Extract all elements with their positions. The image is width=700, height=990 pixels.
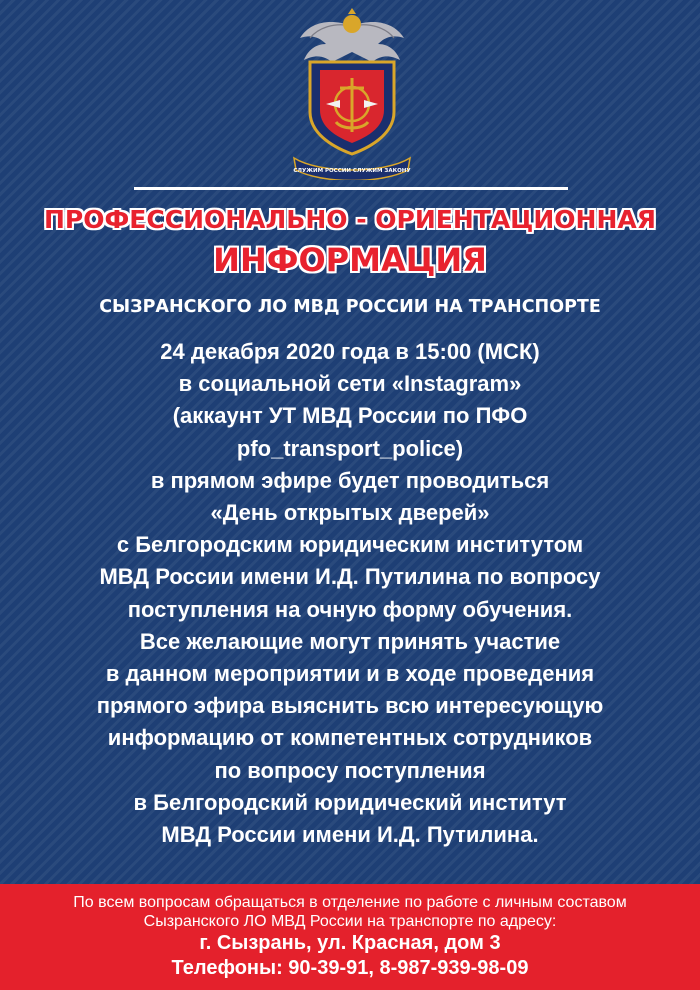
body-line: «День открытых дверей» [210,500,490,526]
body-line: (аккаунт УТ МВД России по ПФО [172,403,528,429]
body-line: в данном мероприятии и в ходе проведения [105,661,595,687]
footer-phones: Телефоны: 90-39-91, 8-987-939-98-09 [171,957,529,979]
footer-line-2: Сызранского ЛО МВД России на транспорте по адресу: [143,913,557,930]
announcement-text [0,336,700,851]
title-line-2: ИНФОРМАЦИЯ [213,241,487,279]
footer-line-1: По всем вопросам обращаться в отделение по работе с личным составом [73,894,627,911]
ribbon-text: СЛУЖИМ РОССИИ СЛУЖИМ ЗАКОНУ [293,168,411,174]
body-line: в социальной сети «Instagram» [178,371,522,397]
mvd-emblem-icon [290,8,414,180]
subtitle: СЫЗРАНСКОГО ЛО МВД РОССИИ НА ТРАНСПОРТЕ [99,297,601,317]
title-line-1: ПРОФЕССИОНАЛЬНО - ОРИЕНТАЦИОННАЯ [44,205,656,234]
body-line: поступления на очную форму обучения. [127,596,573,622]
divider-line [134,187,568,190]
body-line: pfo_transport_police) [236,435,464,461]
eagle-icon [300,8,404,62]
footer-address: г. Сызрань, ул. Красная, дом 3 [199,932,501,954]
contact-footer [0,884,700,990]
body-line: по вопросу поступления [214,757,486,783]
body-line: МВД России имени И.Д. Путилина по вопросу [99,564,601,590]
body-line: 24 декабря 2020 года в 15:00 (МСК) [160,339,540,364]
body-line: МВД России имени И.Д. Путилина. [161,822,539,848]
body-line: прямого эфира выяснить всю интересующую [96,693,604,719]
body-line: в прямом эфире будет проводиться [150,467,550,493]
body-line: Все желающие могут принять участие [139,628,561,654]
body-line: с Белгородским юридическим институтом [116,532,584,558]
ribbon-icon [293,158,411,180]
shield-icon [310,62,394,154]
body-line: в Белгородский юридический институт [133,789,567,815]
body-line: информацию от компетентных сотрудников [107,725,593,751]
